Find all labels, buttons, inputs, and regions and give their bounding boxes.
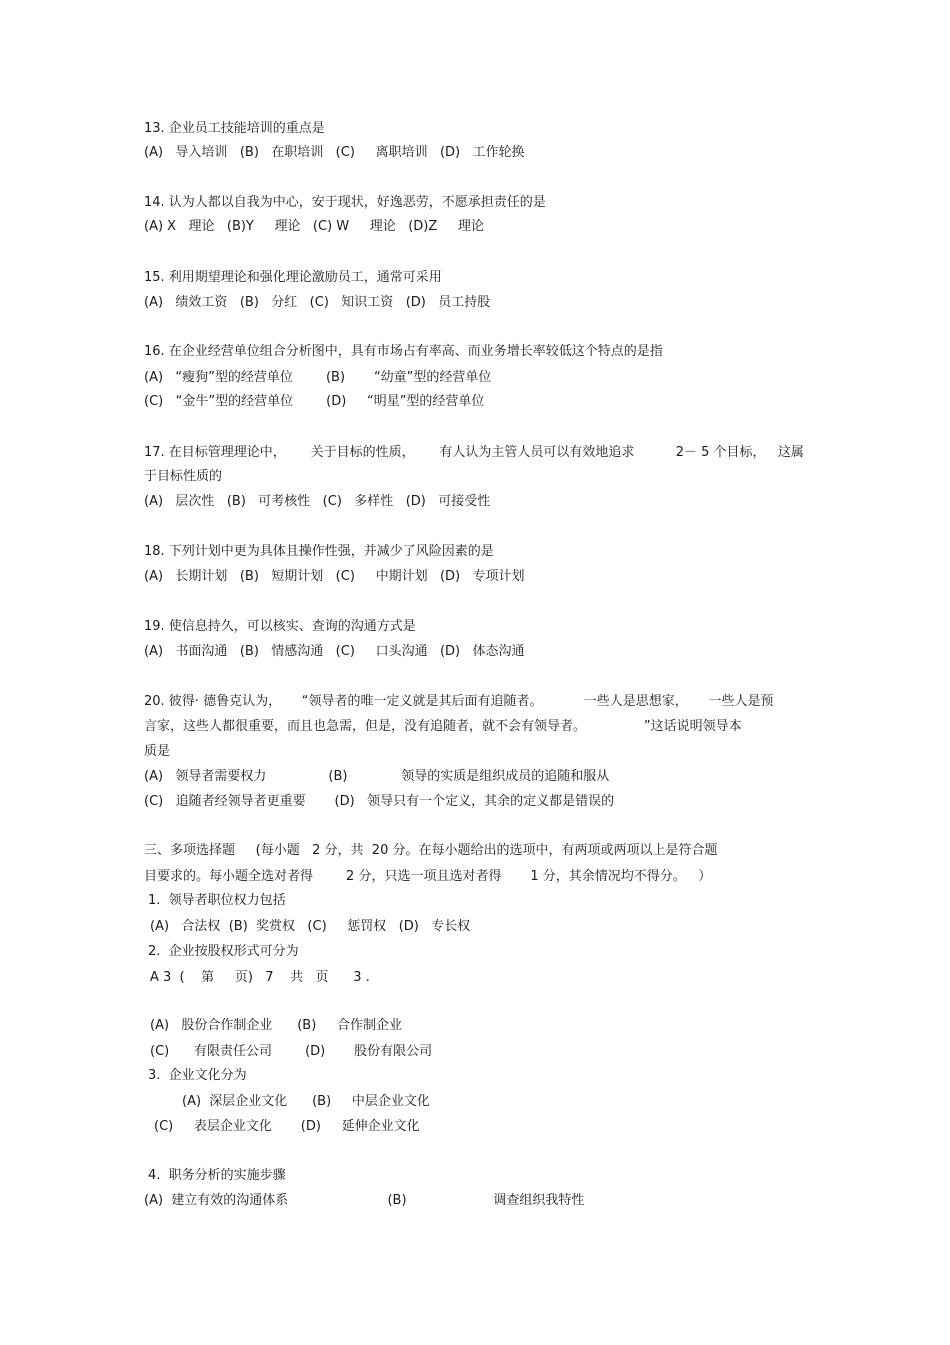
mc-question-4-options: (A) 建立有效的沟通体系 (B) 调查组织我特性 [144,1193,585,1208]
question-20-line3: 质是 [144,744,171,759]
question-20-line1: 20. 彼得· 德鲁克认为， “领导者的唯一定义就是其后面有追随者。 一些人是思想家， 一些人是预 [144,694,774,709]
question-13: 13. 企业员工技能培训的重点是 [144,121,325,136]
question-17-line1: 17. 在目标管理理论中， 关于目标的性质， 有人认为主管人员可以有效地追求 2－ 5 个目标， 这属 [144,445,804,460]
page-footer: A 3 ( 第 页) 7 共 页 3 . [150,970,370,985]
question-13-options: (A) 导入培训 (B) 在职培训 (C) 离职培训 (D) 工作轮换 [144,145,525,160]
question-15-options: (A) 绩效工资 (B) 分红 (C) 知识工资 (D) 员工持股 [144,295,491,310]
question-19: 19. 使信息持久，可以核实、查询的沟通方式是 [144,619,416,634]
question-18-options: (A) 长期计划 (B) 短期计划 (C) 中期计划 (D) 专项计划 [144,569,525,584]
question-17-options: (A) 层次性 (B) 可考核性 (C) 多样性 (D) 可接受性 [144,494,491,509]
mc-question-3: 3. 企业文化分为 [148,1068,247,1083]
mc-question-2-options-ab: (A) 股份合作制企业 (B) 合作制企业 [150,1018,402,1033]
question-17-line2: 于目标性质的 [144,469,223,484]
question-16: 16. 在企业经营单位组合分析图中，具有市场占有率高、而业务增长率较低这个特点的是指 [144,344,663,359]
mc-question-1-options: (A) 合法权 (B) 奖赏权 (C) 惩罚权 (D) 专长权 [150,919,471,934]
mc-question-3-options-ab: (A) 深层企业文化 (B) 中层企业文化 [182,1094,430,1109]
question-18: 18. 下列计划中更为具体且操作性强，并减少了风险因素的是 [144,544,494,559]
question-14: 14. 认为人都以自我为中心，安于现状，好逸恶劳，不愿承担责任的是 [144,195,546,210]
question-16-options-cd: (C) “金牛”型的经营单位 (D) “明星”型的经营单位 [144,394,485,409]
mc-question-1: 1. 领导者职位权力包括 [148,893,286,908]
question-20-line2: 言家，这些人都很重要，而且也急需，但是，没有追随者，就不会有领导者。 ”这话说明领导本 [144,719,742,734]
mc-question-4: 4. 职务分析的实施步骤 [148,1168,286,1183]
section-3-heading: 三、多项选择题 (每小题 2 分，共 20 分。在每小题给出的选项中，有两项或两项以上是符合题 [144,843,718,858]
question-20-options-ab: (A) 领导者需要权力 (B) 领导的实质是组织成员的追随和服从 [144,769,610,784]
mc-question-2-options-cd: (C) 有限责任公司 (D) 股份有限公司 [150,1044,433,1059]
section-3-instructions: 目要求的。每小题全选对者得 2 分，只选一项且选对者得 1 分，其余情况均不得分。 ） [144,869,712,884]
question-16-options-ab: (A) “瘦狗”型的经营单位 (B) “幼童”型的经营单位 [144,370,492,385]
mc-question-3-options-cd: (C) 表层企业文化 (D) 延伸企业文化 [154,1119,420,1134]
question-20-options-cd: (C) 追随者经领导者更重要 (D) 领导只有一个定义，其余的定义都是错误的 [144,794,615,809]
mc-question-2: 2. 企业按股权形式可分为 [148,944,299,959]
question-15: 15. 利用期望理论和强化理论激励员工，通常可采用 [144,270,442,285]
question-14-options: (A) X 理论 (B)Y 理论 (C) W 理论 (D)Z 理论 [144,219,484,234]
question-19-options: (A) 书面沟通 (B) 情感沟通 (C) 口头沟通 (D) 体态沟通 [144,644,525,659]
